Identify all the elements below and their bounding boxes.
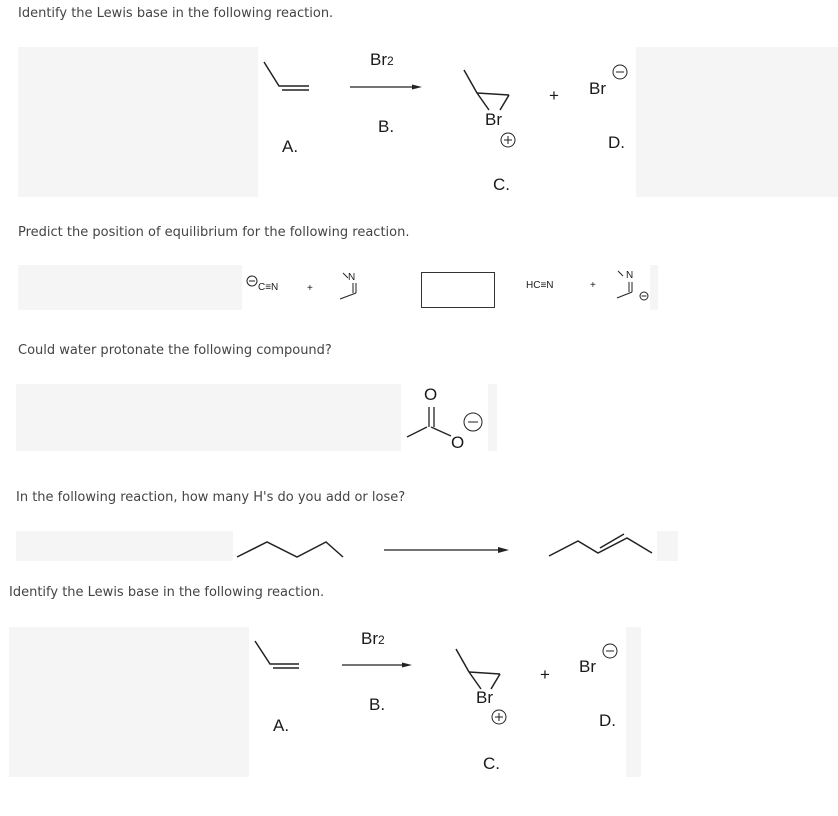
plus-sign-2b: +: [590, 280, 596, 291]
bromide-negative-charge-icon-2: [603, 644, 617, 658]
choice-b-label[interactable]: B.: [378, 117, 395, 136]
question-5-prompt: Identify the Lewis base in the following reaction.: [9, 585, 325, 600]
question-1-prompt: Identify the Lewis base in the following reaction.: [18, 6, 334, 21]
choice-b-label-2[interactable]: B.: [369, 695, 386, 714]
imine-nitrogen: N: [348, 272, 356, 283]
hcn-label: HC≡N: [526, 280, 554, 291]
choice-a-propene-structure-2[interactable]: [255, 641, 299, 668]
choice-d-label-2[interactable]: D.: [599, 711, 616, 730]
choice-d-bromide-2[interactable]: Br: [579, 657, 596, 676]
choice-d-bromide[interactable]: Br: [589, 79, 606, 98]
plus-sign: +: [549, 86, 559, 105]
plus-sign-2a: +: [307, 283, 313, 294]
alkoxide-oxygen: O: [451, 433, 465, 452]
choice-d-label[interactable]: D.: [608, 133, 625, 152]
reaction-arrow-5: [342, 663, 412, 668]
choice-c-label-2[interactable]: C.: [483, 754, 500, 773]
choice-c-bromonium-structure-2[interactable]: [456, 649, 506, 724]
question-4-prompt: In the following reaction, how many H's do you add or lose?: [16, 490, 406, 505]
choice-a-label-2[interactable]: A.: [273, 716, 290, 735]
cyanide-label: C≡N: [258, 282, 279, 293]
question-2-prompt: Predict the position of equilibrium for the following reaction.: [18, 225, 410, 240]
bromonium-br-label: Br: [485, 110, 502, 129]
plus-sign-5: +: [540, 665, 550, 684]
choice-a-label[interactable]: A.: [282, 137, 299, 156]
bromonium-br-label-2: Br: [476, 688, 493, 707]
choice-c-label[interactable]: C.: [493, 175, 510, 194]
reagent-br2: Br2: [370, 50, 394, 69]
iminium-nitrogen: N: [626, 270, 634, 281]
reagent-br2-2: Br2: [361, 629, 385, 648]
question-3-prompt: Could water protonate the following compound?: [18, 343, 332, 358]
carbonyl-oxygen: O: [424, 385, 438, 404]
